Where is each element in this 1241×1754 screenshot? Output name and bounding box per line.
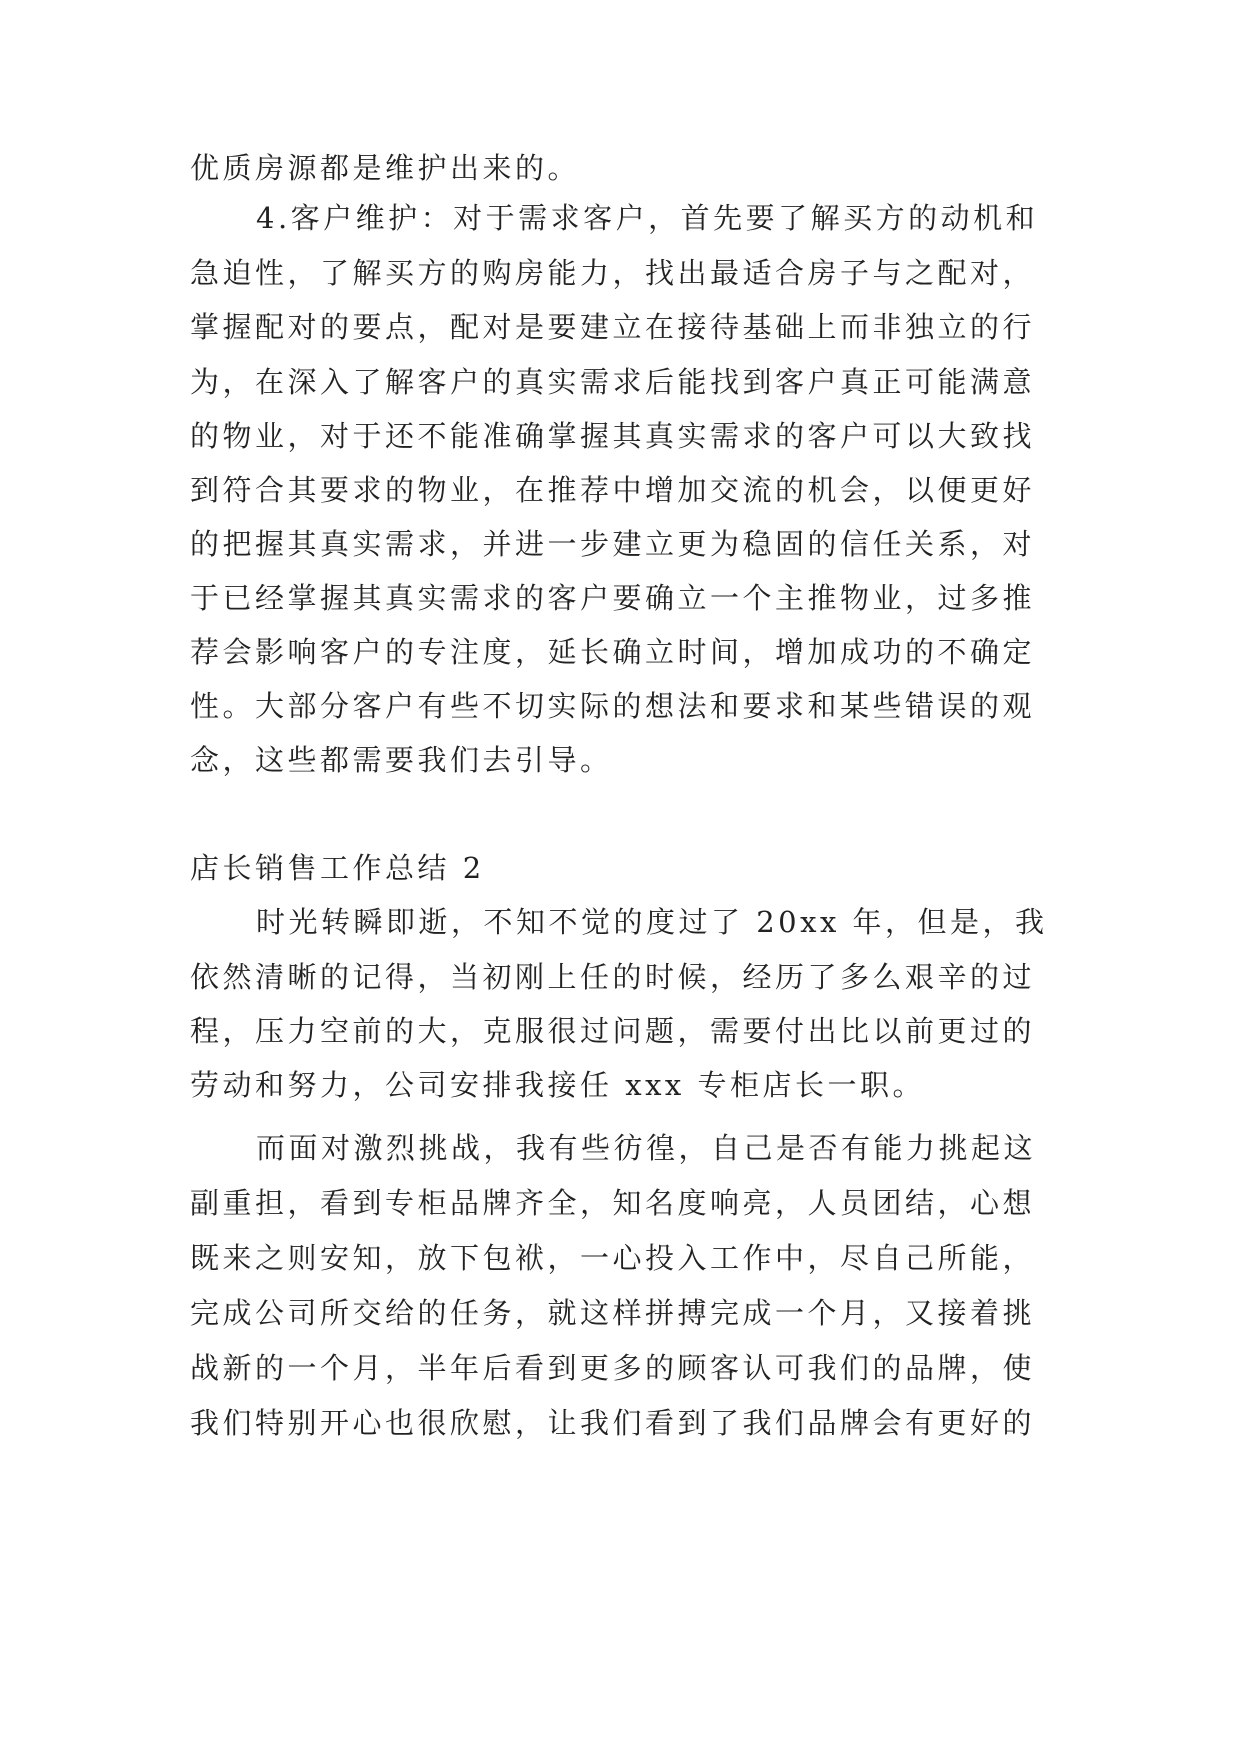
paragraph-line: 的物业，对于还不能准确掌握其真实需求的客户可以大致找 xyxy=(190,419,1036,453)
paragraph-line: 掌握配对的要点，配对是要建立在接待基础上而非独立的行 xyxy=(190,310,1036,344)
paragraph-line: 于已经掌握其真实需求的客户要确立一个主推物业，过多推 xyxy=(190,581,1036,615)
paragraph-line: 副重担，看到专柜品牌齐全，知名度响亮，人员团结，心想 xyxy=(190,1186,1036,1220)
paragraph-line: 战新的一个月，半年后看到更多的顾客认可我们的品牌，使 xyxy=(190,1351,1036,1385)
section-title: 店长销售工作总结 2 xyxy=(190,851,485,885)
paragraph-line: 时光转瞬即逝，不知不觉的度过了 20xx 年，但是，我 xyxy=(256,905,1048,939)
paragraph-line: 依然清晰的记得，当初刚上任的时候，经历了多么艰辛的过 xyxy=(190,960,1036,994)
paragraph-line: 既来之则安知，放下包袱，一心投入工作中，尽自己所能， xyxy=(190,1241,1036,1275)
paragraph-line: 完成公司所交给的任务，就这样拼搏完成一个月，又接着挑 xyxy=(190,1296,1036,1330)
paragraph-line: 性。大部分客户有些不切实际的想法和要求和某些错误的观 xyxy=(190,689,1036,723)
paragraph-line: 念，这些都需要我们去引导。 xyxy=(190,743,613,777)
paragraph-line: 为，在深入了解客户的真实需求后能找到客户真正可能满意 xyxy=(190,365,1036,399)
paragraph-line: 程，压力空前的大，克服很过问题，需要付出比以前更过的 xyxy=(190,1014,1036,1048)
paragraph-line: 的把握其真实需求，并进一步建立更为稳固的信任关系，对 xyxy=(190,527,1036,561)
paragraph-line: 荐会影响客户的专注度，延长确立时间，增加成功的不确定 xyxy=(190,635,1036,669)
paragraph-line: 到符合其要求的物业，在推荐中增加交流的机会，以便更好 xyxy=(190,473,1036,507)
paragraph-line: 急迫性，了解买方的购房能力，找出最适合房子与之配对， xyxy=(190,256,1036,290)
paragraph-line: 劳动和努力，公司安排我接任 xxx 专柜店长一职。 xyxy=(190,1068,926,1102)
paragraph-line: 4.客户维护：对于需求客户，首先要了解买方的动机和 xyxy=(256,201,1039,235)
paragraph-line: 而面对激烈挑战，我有些彷徨，自己是否有能力挑起这 xyxy=(256,1131,1037,1165)
paragraph-line: 优质房源都是维护出来的。 xyxy=(190,151,581,185)
paragraph-line: 我们特别开心也很欣慰，让我们看到了我们品牌会有更好的 xyxy=(190,1406,1036,1440)
